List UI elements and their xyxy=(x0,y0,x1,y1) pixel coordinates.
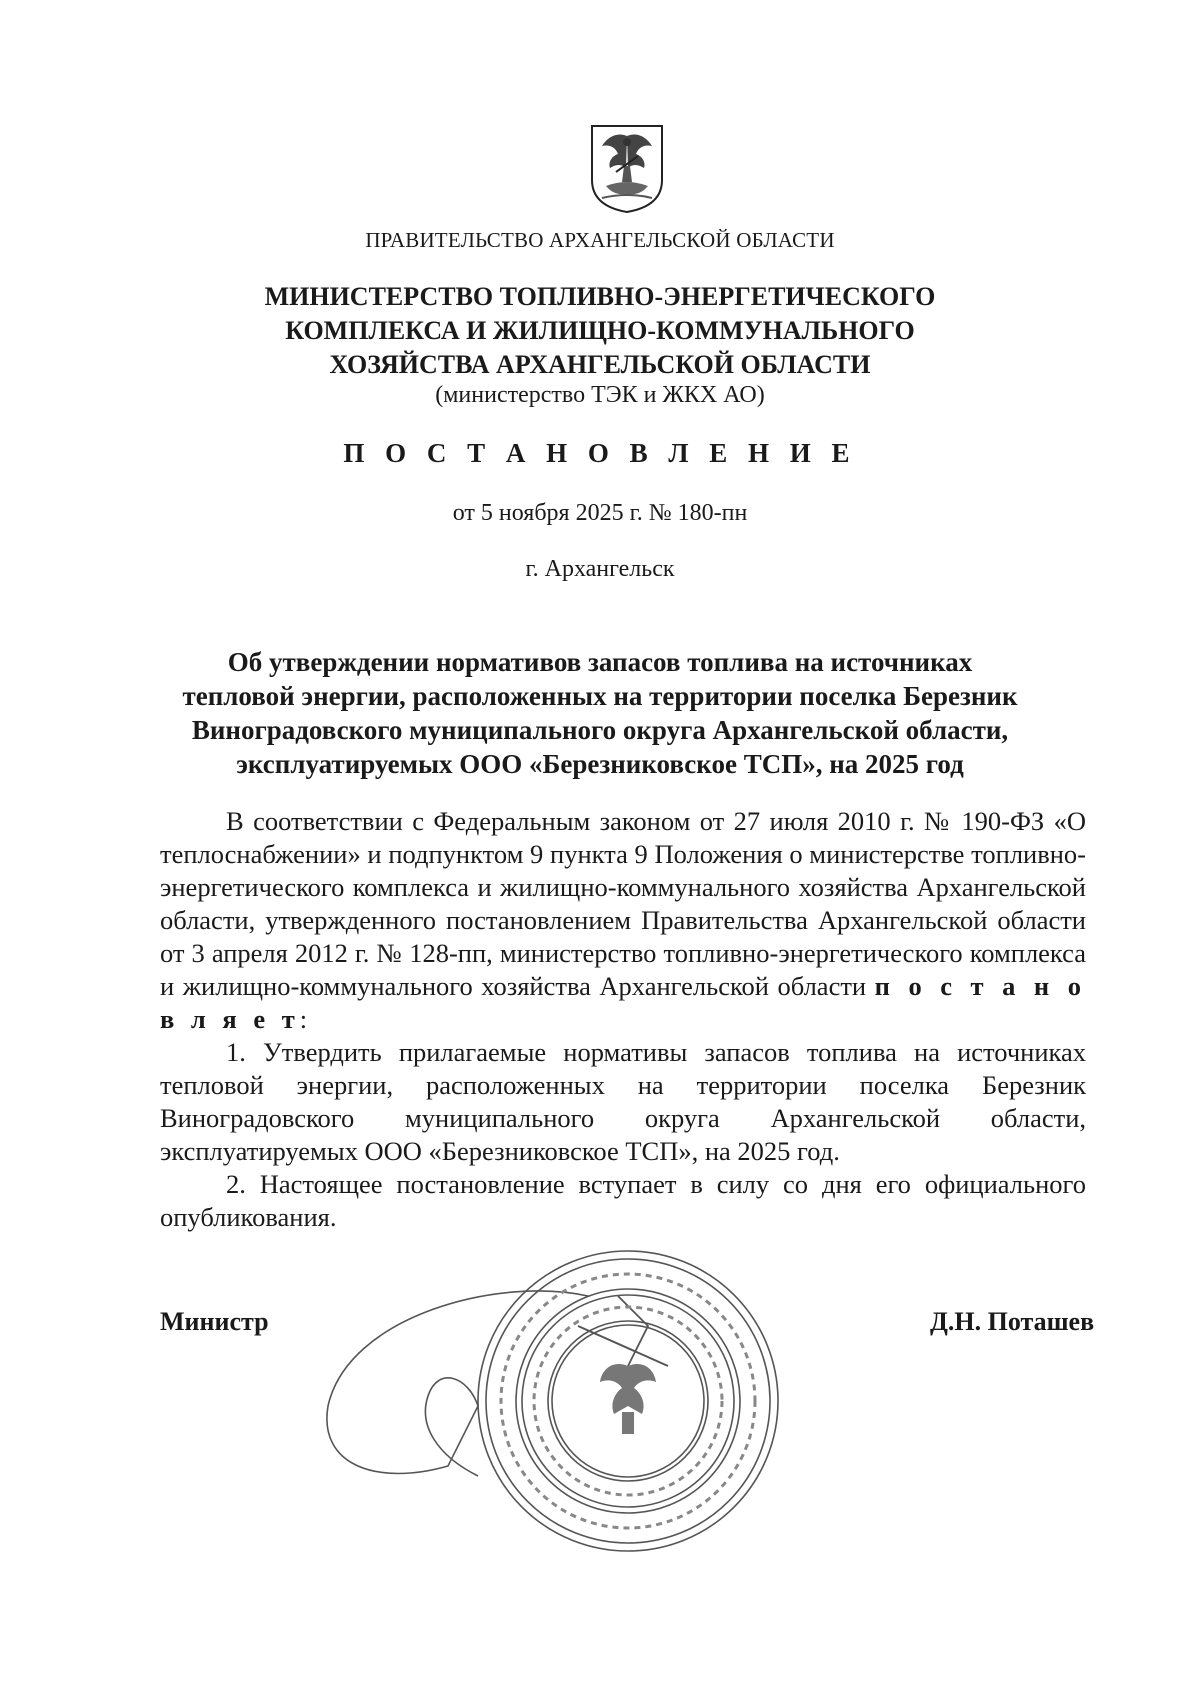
document-type: П О С Т А Н О В Л Е Н И Е xyxy=(343,438,857,468)
ministry-name-line: МИНИСТЕРСТВО ТОПЛИВНО-ЭНЕРГЕТИЧЕСКОГО xyxy=(264,282,936,311)
subject-line: тепловой энергии, расположенных на территории поселка Березник xyxy=(182,681,1018,711)
subject-line: Об утверждении нормативов запасов топлива на источниках xyxy=(227,647,973,677)
preamble-paragraph xyxy=(160,805,1086,1036)
resolves-suffix: : xyxy=(299,1004,308,1034)
resolution-item-1: 1. Утвердить прилагаемые нормативы запасов топлива на источниках тепловой энергии, расположенных на территории поселка Березник Виноградовского муниципального округа Архангельской области, эксплуатируемых ООО «Березниковское ТСП», на 2025 год. xyxy=(160,1037,1086,1166)
resolution-item-2: 2. Настоящее постановление вступает в силу со дня его официального опубликования. xyxy=(160,1169,1086,1232)
subject-line: эксплуатируемых ООО «Березниковское ТСП», на 2025 год xyxy=(236,749,964,779)
government-name: ПРАВИТЕЛЬСТВО АРХАНГЕЛЬСКОЙ ОБЛАСТИ xyxy=(365,228,835,252)
document-city: г. Архангельск xyxy=(525,556,675,582)
document-subject xyxy=(0,645,1200,781)
document-body xyxy=(160,805,1086,1234)
ministry-name xyxy=(0,280,1200,382)
arkhangelsk-coat-of-arms-icon xyxy=(588,122,666,214)
preamble-text: В соответствии с Федеральным законом от 27 июля 2010 г. № 190-ФЗ «О теплоснабжении» и подпунктом 9 пункта 9 Положения о министерстве топливно-энергетического комплекса и жилищно-коммунального хозяйства Архангельской области, утвержденного постановлением Правительства Архангельской области от 3 апреля 2012 г. № 128-пп, министерство топливно-энергетического комплекса и жилищно-коммунального хозяйства Архангельской области xyxy=(160,806,1086,1001)
signatory-role: Министр xyxy=(160,1307,269,1336)
ministry-name-line: ХОЗЯЙСТВА АРХАНГЕЛЬСКОЙ ОБЛАСТИ xyxy=(329,350,871,379)
official-seal-icon xyxy=(318,1236,788,1566)
resolves-word: п о с т а н о в л я е т xyxy=(160,971,1086,1034)
ministry-abbreviation: (министерство ТЭК и ЖКХ АО) xyxy=(435,382,765,408)
document-date-number: от 5 ноября 2025 г. № 180-пн xyxy=(452,500,748,526)
ministry-name-line: КОМПЛЕКСА И ЖИЛИЩНО-КОММУНАЛЬНОГО xyxy=(285,316,915,345)
signatory-name: Д.Н. Поташев xyxy=(930,1307,1095,1336)
subject-line: Виноградовского муниципального округа Архангельской области, xyxy=(191,715,1009,745)
